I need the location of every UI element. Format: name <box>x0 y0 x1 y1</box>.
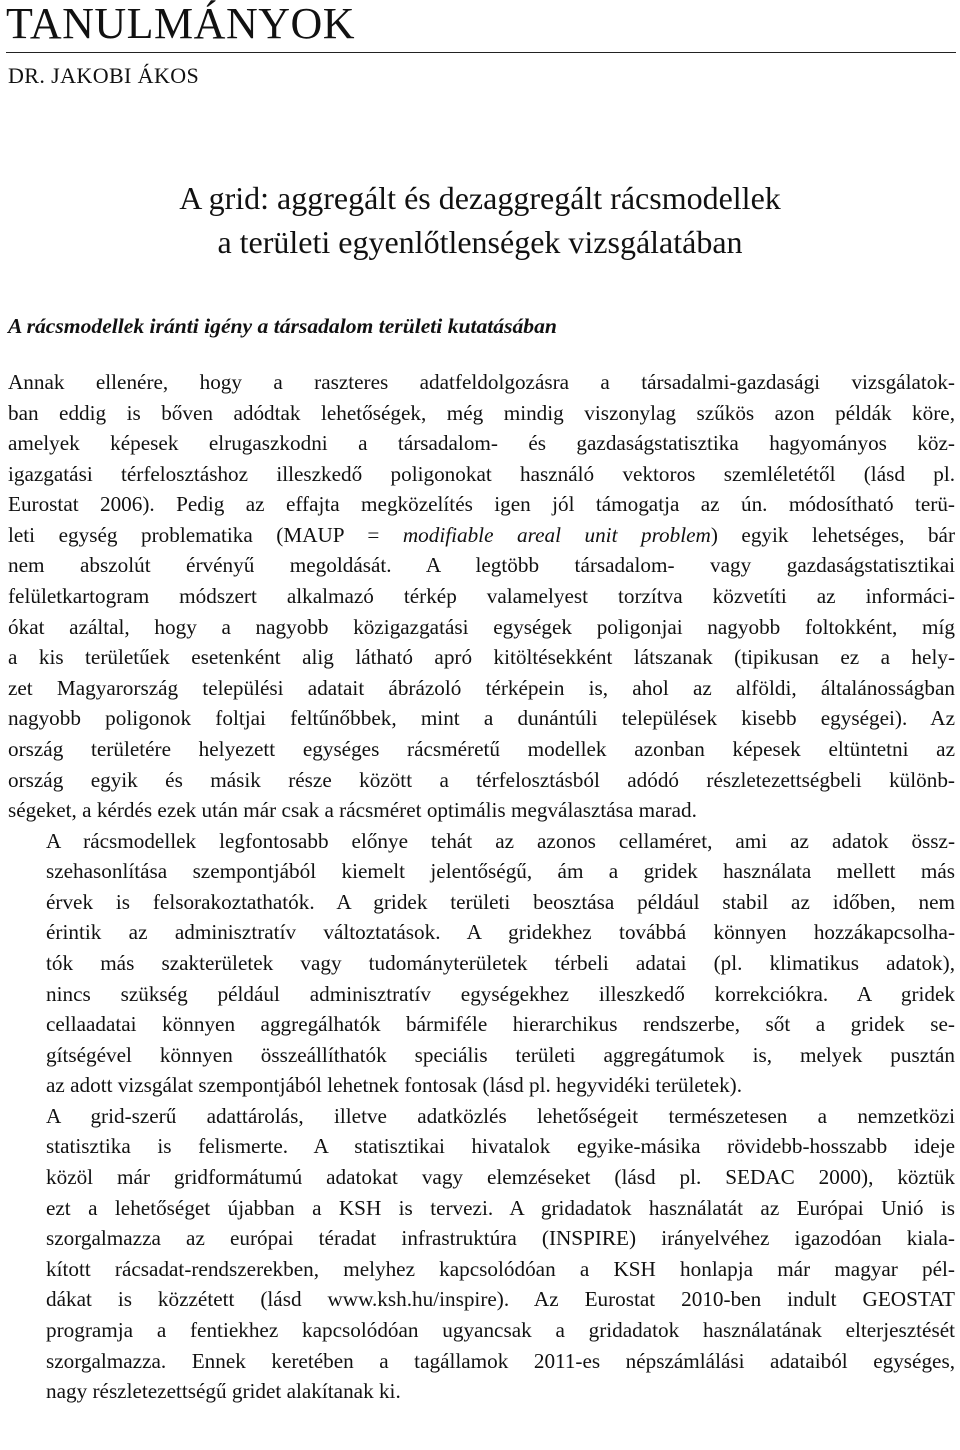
article-title-line-1: A grid: aggregált és dezaggregált rácsmodellek <box>179 180 781 216</box>
text-line: ségeket, a kérdés ezek után már csak a rácsméret optimális megválasztása marad. <box>8 798 697 823</box>
journal-section-title: TANULMÁNYOK <box>6 0 356 48</box>
paragraph-3 <box>8 1101 955 1407</box>
text-line: dákat is közzétett (lásd www.ksh.hu/inspire). Az Eurostat 2010-ben indult GEOSTAT <box>46 1287 955 1312</box>
text-line: szorgalmazza az európai téradat infrastruktúra (INSPIRE) irányelvéhez igazodóan kiala- <box>46 1226 955 1251</box>
text-line: felületkartogram módszert alkalmazó térkép valamelyest torzítva közvetíti az informáci- <box>8 584 955 609</box>
body-text <box>8 367 955 1407</box>
text-line: zet Magyarország települési adatait ábrázoló térképein is, ahol az alföldi, általánosságban <box>8 675 955 700</box>
text-line: szorgalmazza. Ennek keretében a tagállamok 2011-es népszámlálási adataiból egységes, <box>46 1348 955 1373</box>
paragraph-2 <box>8 826 955 1101</box>
section-heading: A rácsmodellek iránti igény a társadalom területi kutatásában <box>8 314 557 338</box>
text-line: ország egyik és másik része között a térfelosztásból adódó részletezettségbeli különb- <box>8 767 955 792</box>
text-line: érvek is felsorakoztathatók. A gridek területi beosztása például stabil az időben, nem <box>46 889 955 914</box>
text-line: kított rácsadat-rendszerekben, melyhez kapcsolódóan a KSH honlapja már magyar pél- <box>46 1256 955 1281</box>
text-line: A grid-szerű adattárolás, illetve adatközlés lehetőségeit természetesen a nemzetközi <box>46 1103 955 1128</box>
text-line: leti egység problematika (MAUP = modifiable areal unit problem) egyik lehetséges, bár <box>8 522 956 547</box>
article-title <box>0 176 960 264</box>
text-line: nagy részletezettségű gridet alakítanak ki. <box>46 1379 401 1404</box>
text-line: ezt a lehetőséget újabban a KSH is tervezi. A gridadatok használatát az Európai Unió is <box>46 1195 955 1220</box>
article-title-line-2: a területi egyenlőtlenségek vizsgálatában <box>217 224 743 260</box>
text-line: ban eddig is bőven adódtak lehetőségek, még mindig viszonylag szűkös azon példák köre, <box>8 400 955 425</box>
text-line: gítségével könnyen összeállíthatók speciális területi aggregátumok is, melyek pusztán <box>46 1042 955 1067</box>
text-line: nincs szükség például adminisztratív egységekhez illeszkedő korrekciókra. A gridek <box>46 981 955 1006</box>
paragraph-1 <box>8 367 955 826</box>
text-line: statisztika is felismerte. A statisztikai hivatalok egyike-másika rövidebb-hosszabb ideje <box>46 1134 955 1159</box>
text-line: szehasonlítása szempontjából kiemelt jelentőségű, ám a gridek használata mellett más <box>46 859 955 884</box>
text-line: ország területére helyezett egységes rácsméretű modellek azonban képesek eltüntetni az <box>8 736 955 761</box>
text-line: ókat azáltal, hogy a nagyobb közigazgatási egységek poligonjai nagyobb foltokként, míg <box>8 614 955 639</box>
text-line: Annak ellenére, hogy a raszteres adatfeldolgozásra a társadalmi-gazdasági vizsgálatok- <box>8 370 955 394</box>
header-rule <box>6 52 956 53</box>
text-line: tók más szakterületek vagy tudományterületek térbeli adatai (pl. klimatikus adatok), <box>46 950 955 975</box>
text-line: Eurostat 2006). Pedig az effajta megközelítés igen jól támogatja az ún. módosítható terü- <box>8 492 955 517</box>
text-line: igazgatási térfelosztáshoz illeszkedő poligonokat használó vektoros szemléletétől (lásd pl. <box>8 461 955 486</box>
text-line: nem abszolút érvényű megoldását. A legtöbb társadalom- vagy gazdaságstatisztikai <box>8 553 955 578</box>
text-line: a kis területűek esetenként alig látható apró kitöltésekként látszanak (tipikusan ez a hely- <box>8 645 955 670</box>
text-line: érintik az adminisztratív változtatások. A gridekhez továbbá könnyen hozzákapcsolha- <box>46 920 955 945</box>
text-line: A rácsmodellek legfontosabb előnye tehát az azonos cellaméret, ami az adatok össz- <box>46 828 955 853</box>
text-line: közöl már gridformátumú adatokat vagy elemzéseket (lásd pl. SEDAC 2000), köztük <box>46 1165 955 1190</box>
text-line: cellaadatai könnyen aggregálhatók bármiféle hierarchikus rendszerbe, sőt a gridek se- <box>46 1012 955 1037</box>
text-line: nagyobb poligonok foltjai feltűnőbbek, mint a dunántúli települések kisebb egységei). Az <box>8 706 955 731</box>
author-name: DR. JAKOBI ÁKOS <box>8 63 200 88</box>
text-line: amelyek képesek elrugaszkodni a társadalom- és gazdaságstatisztika hagyományos köz- <box>8 431 955 456</box>
text-line: programja a fentiekhez kapcsolódóan ugyancsak a gridadatok használatának elterjesztését <box>46 1317 955 1342</box>
text-line: az adott vizsgálat szempontjából lehetnek fontosak (lásd pl. hegyvidéki területek). <box>46 1073 743 1098</box>
italic-term: modifiable areal unit problem <box>402 522 711 547</box>
